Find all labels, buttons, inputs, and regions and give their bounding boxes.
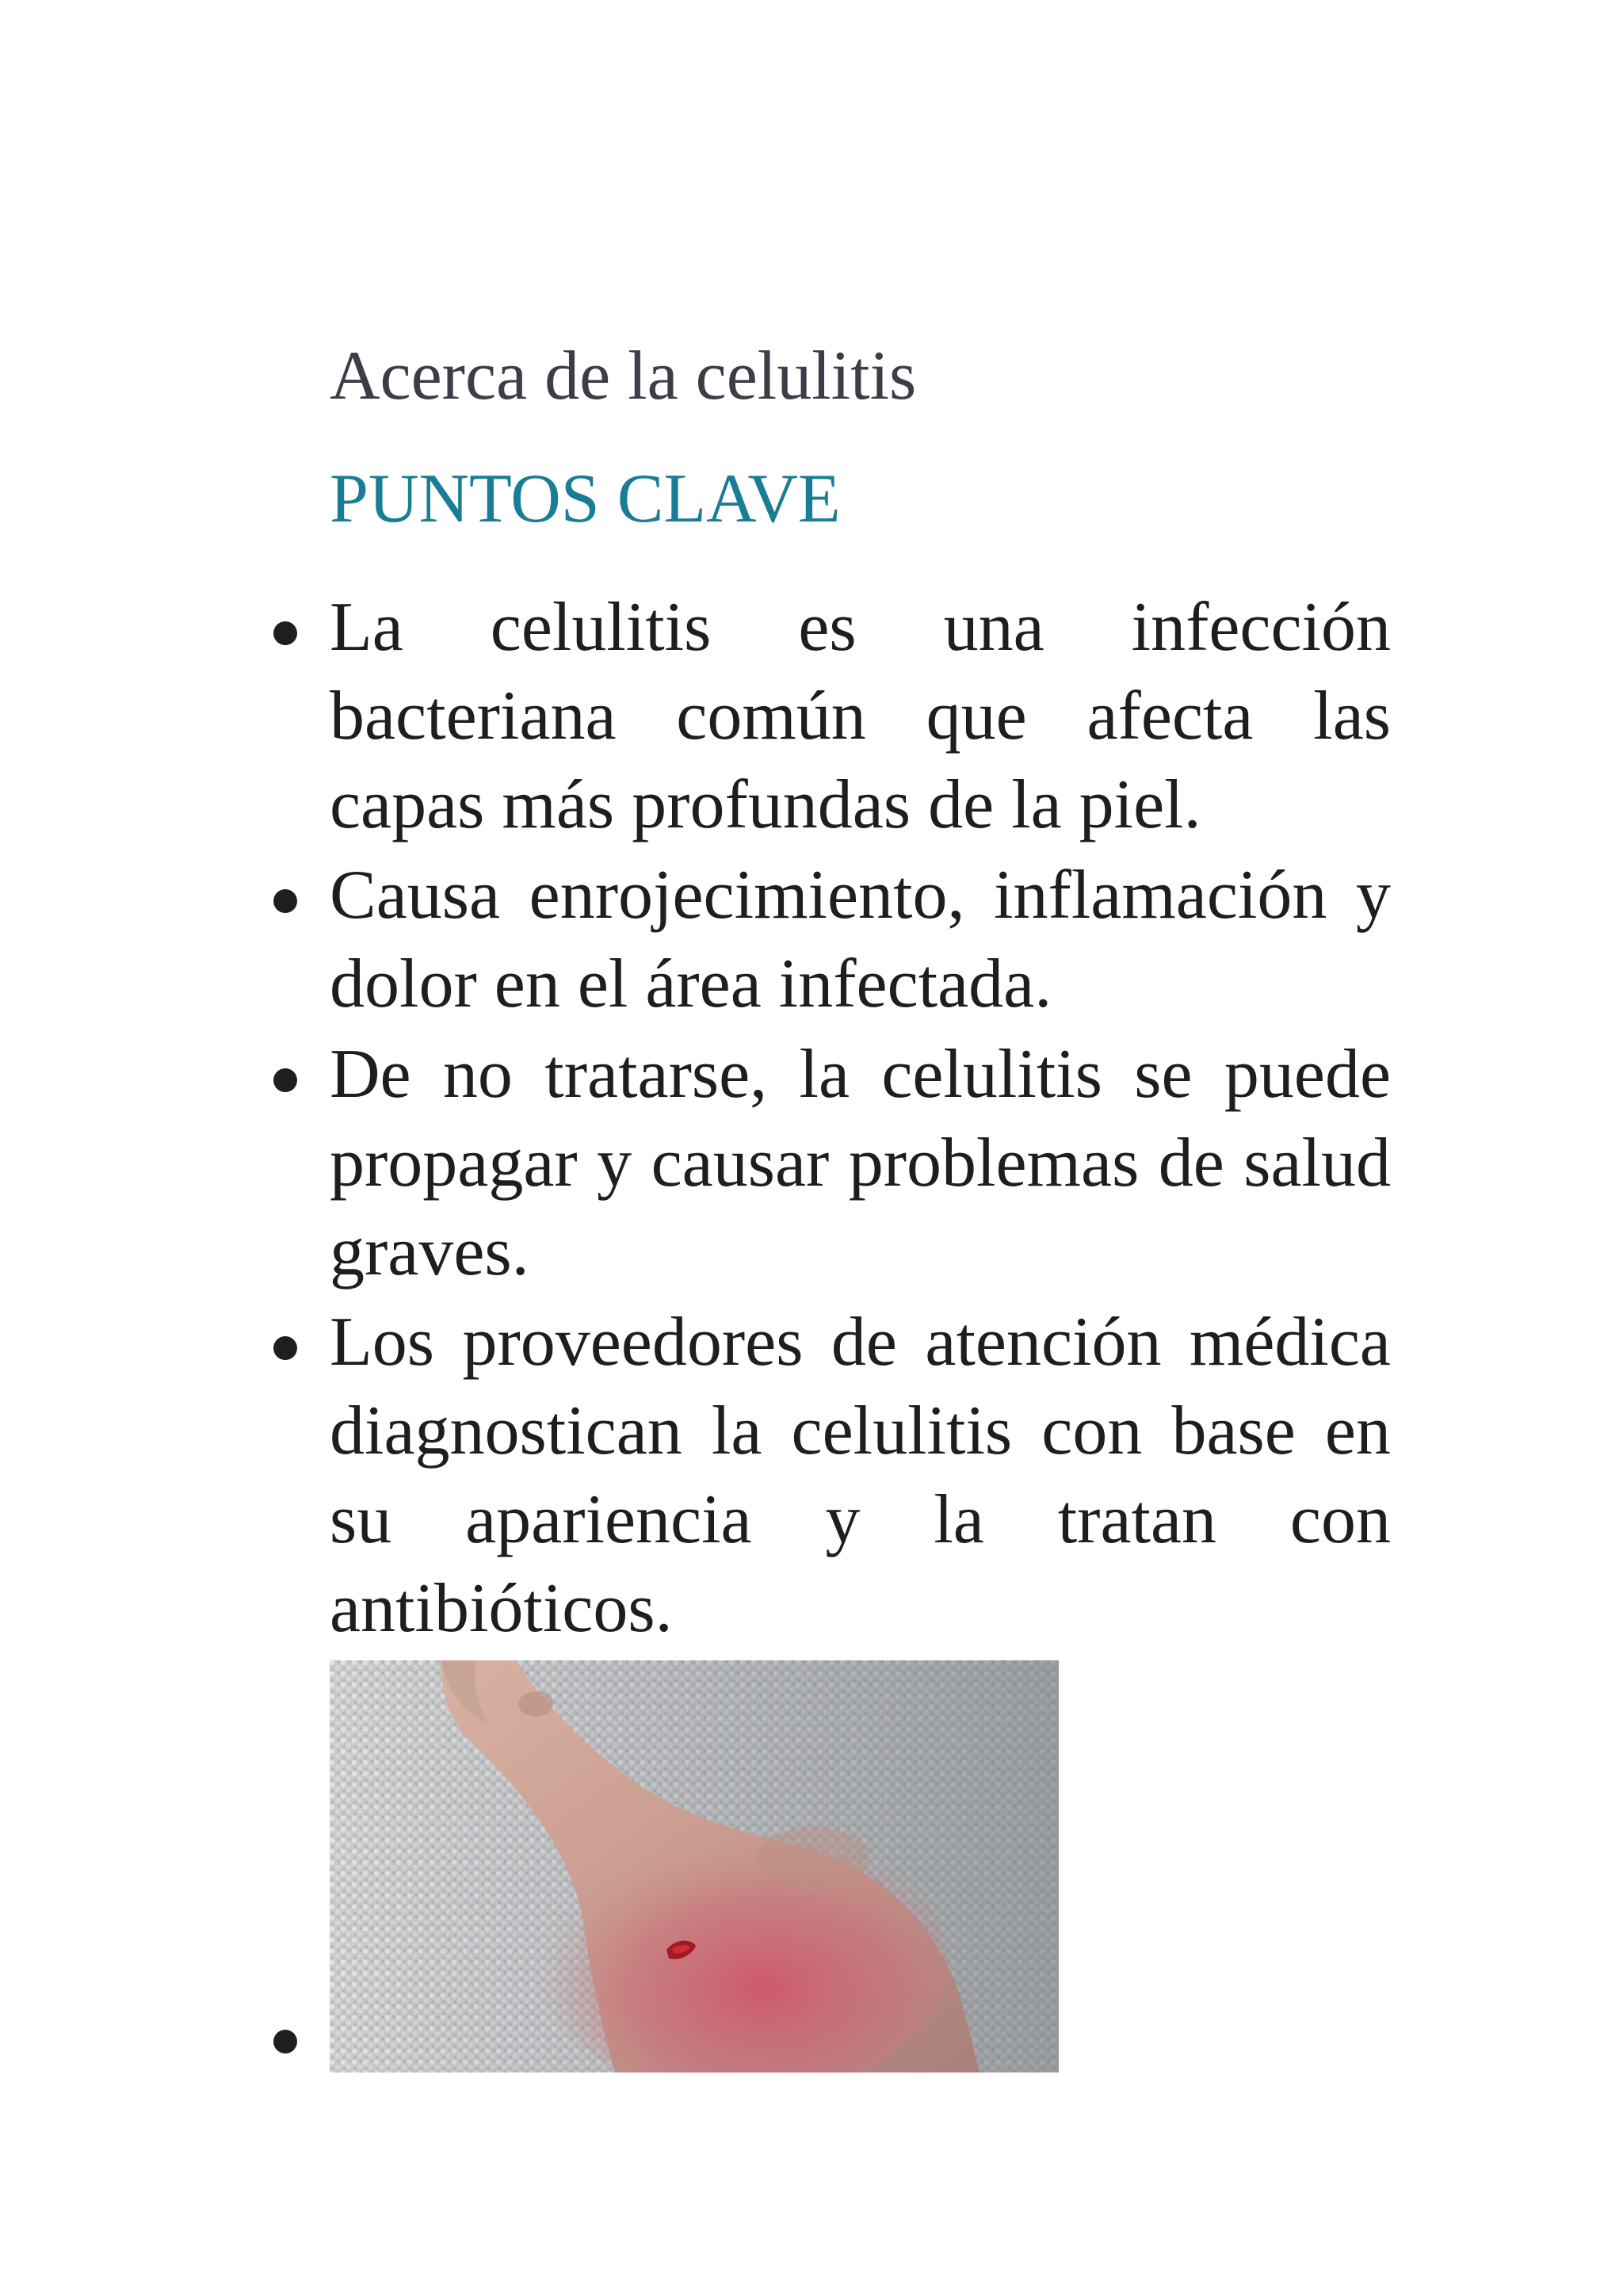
bullet-icon — [273, 2030, 297, 2053]
key-point-text: La celulitis es una infección bacteriana común que afecta las capas más profundas de la piel. — [330, 589, 1391, 843]
image-list-item — [273, 1660, 1066, 2073]
key-point — [273, 583, 1391, 850]
key-point — [273, 1030, 1391, 1297]
bullet-icon — [273, 1336, 297, 1360]
bullet-icon — [273, 621, 297, 645]
document-title: Acerca de la celulitis — [330, 338, 917, 415]
key-point-text: De no tratarse, la celulitis se puede propagar y causar problemas de salud graves. — [330, 1036, 1391, 1290]
key-point — [273, 851, 1391, 1029]
key-points-list — [273, 583, 1391, 1655]
bullet-icon — [273, 1068, 297, 1092]
key-point — [273, 1298, 1391, 1653]
cellulitis-photo — [330, 1660, 1059, 2073]
key-point-text: Causa enrojecimiento, inflamación y dolor en el área infectada. — [330, 857, 1391, 1022]
key-point-text: Los proveedores de atención médica diagnostican la celulitis con base en su apariencia y la tratan con antibióticos. — [330, 1304, 1391, 1647]
section-heading: PUNTOS CLAVE — [330, 460, 841, 537]
bullet-icon — [273, 889, 297, 913]
